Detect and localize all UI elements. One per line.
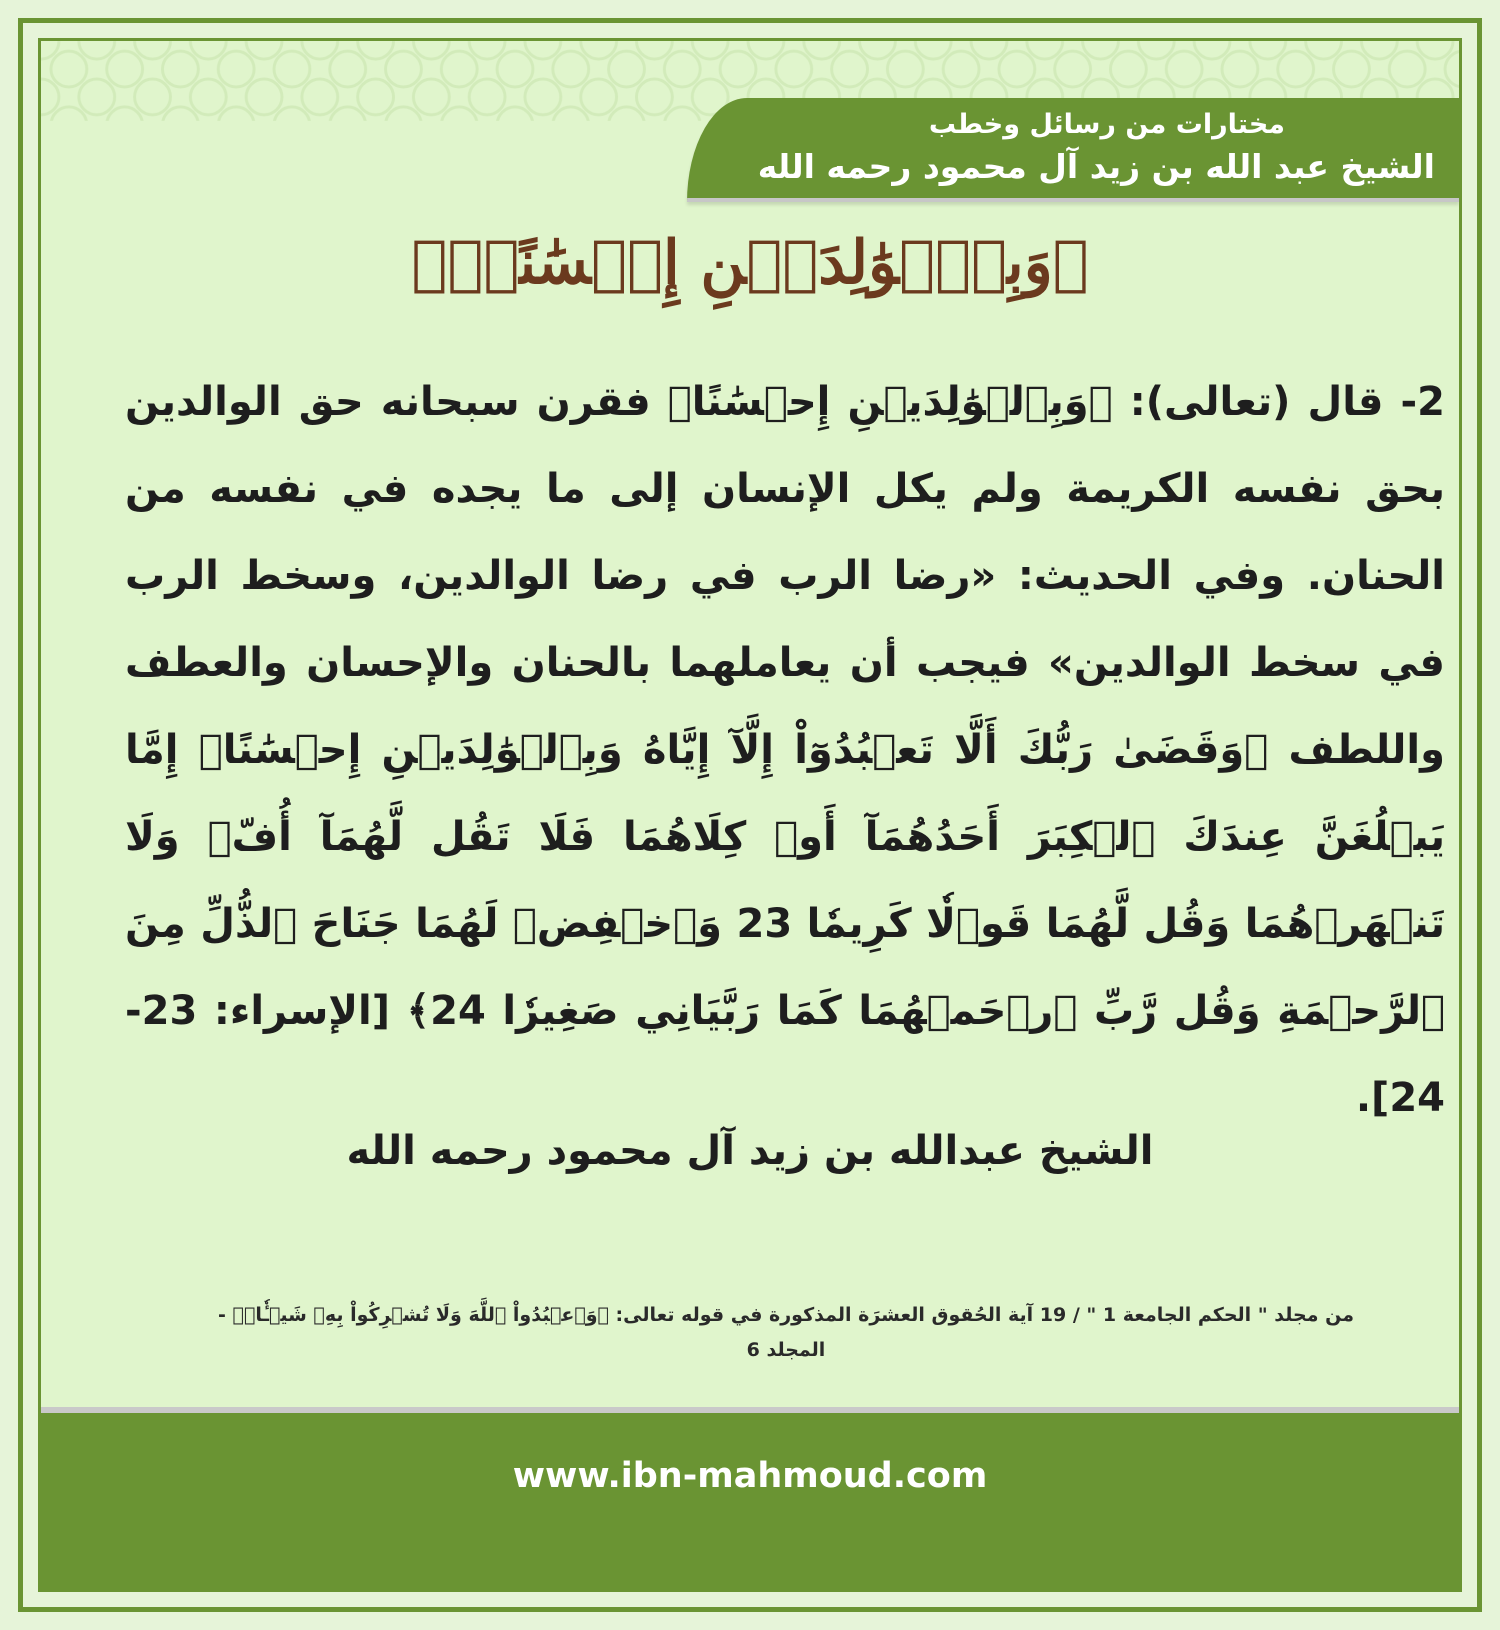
content-card: [38, 38, 1462, 1592]
header-subtitle: مختارات من رسائل وخطب: [928, 109, 1285, 140]
author-signature: الشيخ عبدالله بن زيد آل محمود رحمه الله: [346, 1128, 1154, 1174]
header-author: الشيخ عبد الله بن زيد آل محمود رحمه الله: [757, 147, 1435, 186]
body-paragraph: 2- قال (تعالى): ﴿وَبِٱلۡوَٰلِدَيۡنِ إِحۡسَٰنًا﴾ فقرن سبحانه حق الوالدين بحق نفسه الكريمة ولم يكل الإنسان إلى ما يجده في نفسه من الحنان. وفي الحديث: «رضا الرب في رضا الوالدين، وسخط الرب في سخط الوالدين» فيجب أن يعاملهما بالحنان والإحسان والعطف واللطف ﴿وَقَضَىٰ رَبُّكَ أَلَّا تَعۡبُدُوٓاْ إِلَّآ إِيَّاهُ وَبِٱلۡوَٰلِدَيۡنِ إِحۡسَٰنًاۚ إِمَّا يَبۡلُغَنَّ عِندَكَ ٱلۡكِبَرَ أَحَدُهُمَآ أَوۡ كِلَاهُمَا فَلَا تَقُل لَّهُمَآ أُفّٖ وَلَا تَنۡهَرۡهُمَا وَقُل لَّهُمَا قَوۡلٗا كَرِيمٗا 23 وَٱخۡفِضۡ لَهُمَا جَنَاحَ ٱلذُّلِّ مِنَ ٱلرَّحۡمَةِ وَقُل رَّبِّ ٱرۡحَمۡهُمَا كَمَا رَبَّيَانِي صَغِيرٗا 24﴾ [الإسراء: 23-24].: [125, 379, 1445, 1121]
source-note-line-2: المجلد 6: [746, 1339, 826, 1361]
source-note: [131, 1298, 1441, 1368]
website-link[interactable]: www.ibn-mahmoud.com: [512, 1456, 988, 1496]
source-note-line-1: من مجلد " الحكم الجامعة 1 " / 19 آية الحُقوق العشرَة المذكورة في قوله تعالى: ﴿وَٱعۡبُدُواْ ٱللَّهَ وَلَا تُشۡرِكُواْ بِهِۦ شَيۡـٔٗاۖ﴾ -: [218, 1304, 1354, 1326]
footer-bar: [41, 1413, 1459, 1592]
header-banner: [687, 98, 1459, 202]
page-title: ﴿وَبِٱلۡوَٰلِدَيۡنِ إِحۡسَٰنًاۚ﴾: [411, 228, 1089, 298]
